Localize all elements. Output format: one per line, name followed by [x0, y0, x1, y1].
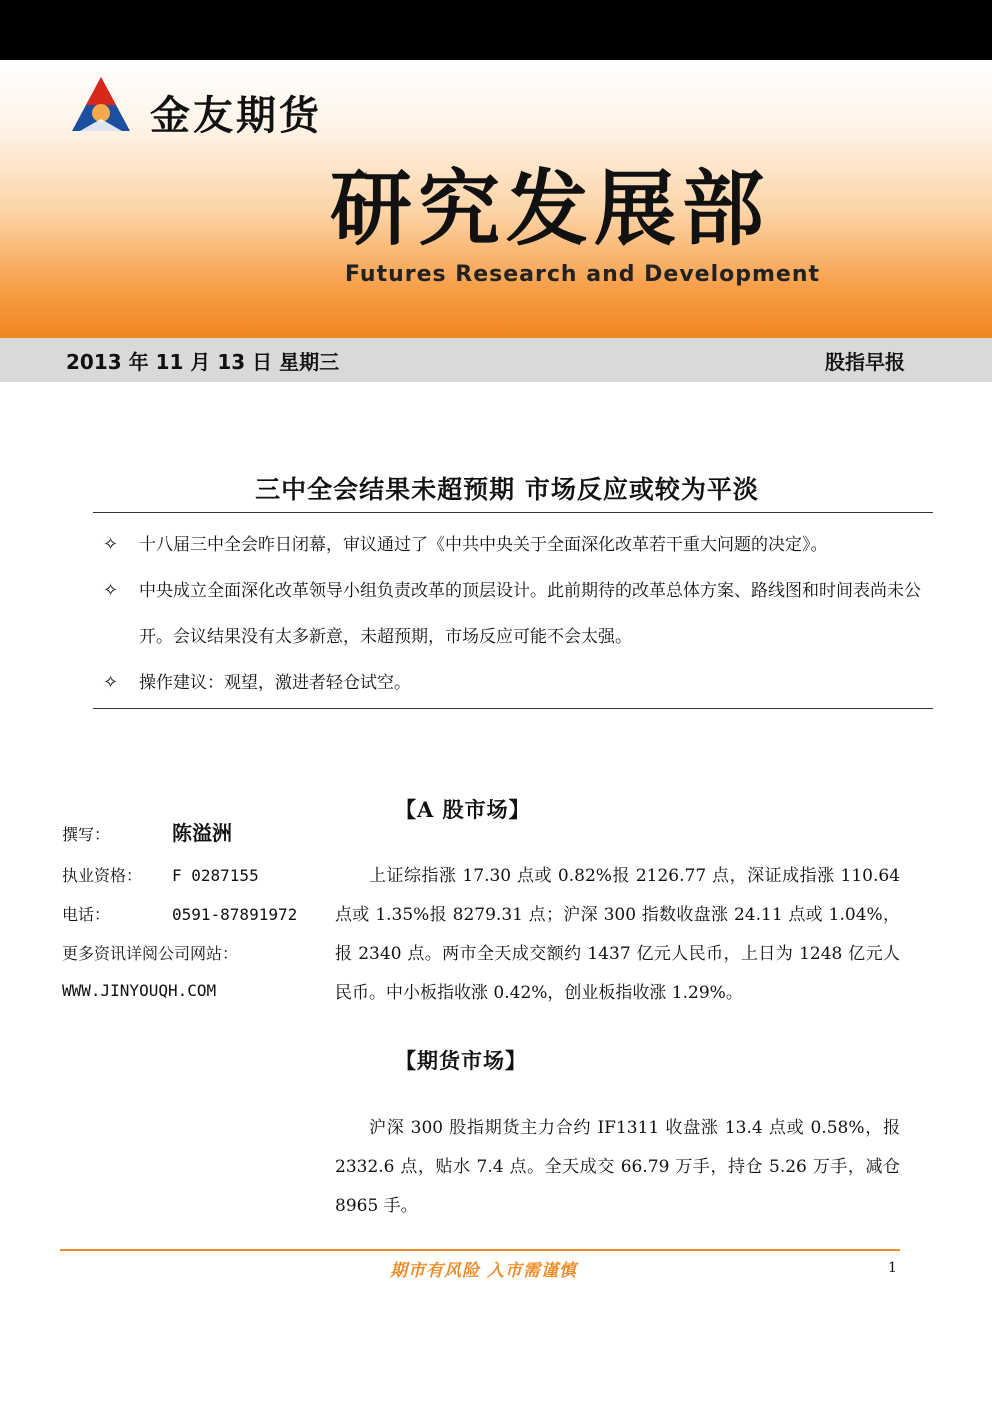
page-number: 1 — [888, 1260, 897, 1276]
bullet-star-icon: ✧ — [103, 672, 119, 693]
bullet-star-icon: ✧ — [103, 534, 119, 555]
license-number: F 0287155 — [172, 866, 259, 885]
company-name: 金友期货 — [150, 93, 322, 139]
website-link[interactable]: WWW.JINYOUQH.COM — [62, 981, 217, 1000]
department-subtitle: Futures Research and Development — [345, 262, 821, 287]
top-black-bar — [0, 0, 992, 60]
report-date: 2013 年 11 月 13 日 星期三 — [66, 350, 340, 374]
bullet-item: ✧ 十八届三中全会昨日闭幕，审议通过了《中共中央关于全面深化改革若干重大问题的决定》。 — [103, 522, 933, 568]
phone-label: 电话： — [62, 905, 111, 924]
a-share-section-title: 【A 股市场】 — [395, 797, 531, 822]
author-label: 撰写： — [62, 825, 111, 844]
bullet-item: ✧ 中央成立全面深化改革领导小组负责改革的顶层设计。此前期待的改革总体方案、路线图和时间表尚未公开。会议结果没有太多新意，未超预期，市场反应可能不会太强。 — [103, 568, 933, 660]
headline-top-rule — [93, 512, 933, 513]
phone-number: 0591-87891972 — [172, 905, 298, 924]
license-row — [62, 863, 259, 886]
a-share-paragraph: 上证综指涨 17.30 点或 0.82%报 2126.77 点，深证成指涨 110.64 点或 1.35%报 8279.31 点；沪深 300 指数收盘涨 24.11 点或 1.04%，报 2340 点。两市全天成交额约 1437 亿元人民币，上日为 1248 亿元人民币。中小板指收涨 0.42%，创业板指收涨 1.29%。 — [335, 866, 900, 1003]
report-type: 股指早报 — [825, 350, 905, 374]
department-title: 研究发展部 — [330, 161, 771, 257]
author-row — [62, 817, 232, 846]
footer-rule — [60, 1249, 900, 1251]
phone-row — [62, 902, 297, 925]
futures-section-title: 【期货市场】 — [395, 1048, 527, 1073]
bullet-item: ✧ 操作建议：观望，激进者轻仓试空。 — [103, 660, 933, 706]
summary-bottom-rule — [93, 708, 933, 709]
author-name: 陈溢洲 — [172, 821, 232, 845]
summary-bullets — [103, 522, 933, 706]
headline: 三中全会结果未超预期 市场反应或较为平淡 — [255, 475, 759, 504]
risk-slogan: 期市有风险 入市需谨慎 — [390, 1261, 577, 1281]
bullet-star-icon: ✧ — [103, 580, 119, 601]
more-info-text: 更多资讯详阅公司网站： — [62, 944, 239, 963]
company-logo-icon — [70, 75, 132, 133]
futures-paragraph: 沪深 300 股指期货主力合约 IF1311 收盘涨 13.4 点或 0.58%，报 2332.6 点，贴水 7.4 点。全天成交 66.79 万手，持仓 5.26 万手，减仓 8965 手。 — [335, 1118, 900, 1216]
license-label: 执业资格： — [62, 866, 143, 885]
